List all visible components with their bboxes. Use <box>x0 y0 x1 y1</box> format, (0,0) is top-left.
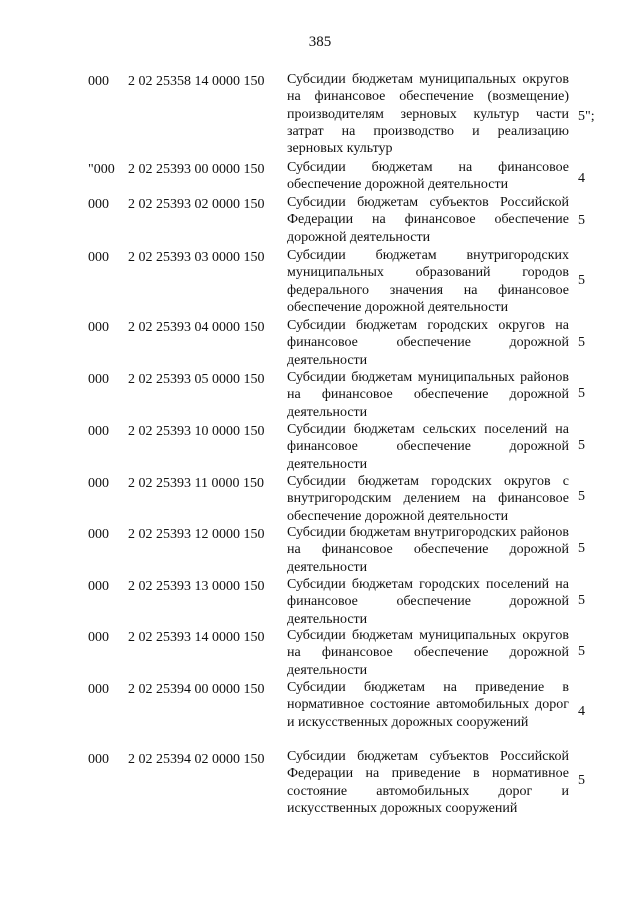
row-description: Субсидии бюджетам внутригородских районов на финансовое обеспечение дорожной деятельности <box>287 525 569 575</box>
budget-classification-code: 2 02 25393 13 0000 150 <box>128 579 265 594</box>
row-description: Субсидии бюджетам на приведение в нормативное состояние автомобильных дорог и искусственных дорожных сооружений <box>287 680 569 730</box>
row-description: Субсидии бюджетам субъектов Российской Федерации на приведение в нормативное состояние автомобильных дорог и искусственных дорожных сооружений <box>287 749 569 816</box>
budget-classification-code: 2 02 25394 02 0000 150 <box>128 752 265 767</box>
level-number: 5 <box>578 386 585 401</box>
admin-code: 000 <box>88 372 109 387</box>
budget-classification-code: 2 02 25393 14 0000 150 <box>128 630 265 645</box>
admin-code: 000 <box>88 752 109 767</box>
budget-classification-code: 2 02 25393 11 0000 150 <box>128 476 264 491</box>
row-description: Субсидии бюджетам муниципальных районов на финансовое обеспечение дорожной деятельности <box>287 370 569 420</box>
admin-code: 000 <box>88 250 109 265</box>
level-number: 4 <box>578 704 585 719</box>
budget-classification-code: 2 02 25393 10 0000 150 <box>128 424 265 439</box>
admin-code: 000 <box>88 579 109 594</box>
budget-classification-code: 2 02 25358 14 0000 150 <box>128 74 265 89</box>
level-number: 5 <box>578 213 585 228</box>
level-number: 5 <box>578 541 585 556</box>
level-number: 5 <box>578 438 585 453</box>
admin-code: 000 <box>88 74 109 89</box>
row-description: Субсидии бюджетам муниципальных округов на финансовое обеспечение дорожной деятельности <box>287 628 569 678</box>
row-description: Субсидии бюджетам городских округов с внутригородским делением на финансовое обеспечение дорожной деятельности <box>287 474 569 524</box>
row-description: Субсидии бюджетам субъектов Российской Федерации на финансовое обеспечение дорожной деятельности <box>287 195 569 245</box>
level-number: 5 <box>578 593 585 608</box>
budget-classification-code: 2 02 25393 00 0000 150 <box>128 162 265 177</box>
level-number: 4 <box>578 171 585 186</box>
row-description: Субсидии бюджетам городских округов на финансовое обеспечение дорожной деятельности <box>287 318 569 368</box>
row-description: Субсидии бюджетам сельских поселений на финансовое обеспечение дорожной деятельности <box>287 422 569 472</box>
admin-code: 000 <box>88 527 109 542</box>
row-description: Субсидии бюджетам внутригородских муниципальных образований городов федерального значения на финансовое обеспечение дорожной деятельности <box>287 248 569 315</box>
admin-code: 000 <box>88 476 109 491</box>
admin-code: 000 <box>88 424 109 439</box>
row-description: Субсидии бюджетам муниципальных округов на финансовое обеспечение (возмещение) производителям зерновых культур части затрат на производство и реализацию зерновых культур <box>287 72 569 157</box>
budget-classification-code: 2 02 25393 12 0000 150 <box>128 527 265 542</box>
admin-code: "000 <box>88 162 115 177</box>
admin-code: 000 <box>88 320 109 335</box>
budget-classification-code: 2 02 25394 00 0000 150 <box>128 682 265 697</box>
row-description: Субсидии бюджетам на финансовое обеспечение дорожной деятельности <box>287 160 569 193</box>
admin-code: 000 <box>88 197 109 212</box>
budget-classification-code: 2 02 25393 03 0000 150 <box>128 250 265 265</box>
budget-classification-code: 2 02 25393 02 0000 150 <box>128 197 265 212</box>
level-number: 5 <box>578 773 585 788</box>
level-number: 5 <box>578 644 585 659</box>
level-number: 5 <box>578 335 585 350</box>
level-number: 5 <box>578 489 585 504</box>
budget-classification-code: 2 02 25393 05 0000 150 <box>128 372 265 387</box>
level-number: 5"; <box>578 109 595 124</box>
level-number: 5 <box>578 273 585 288</box>
page-number: 385 <box>308 34 332 50</box>
budget-classification-code: 2 02 25393 04 0000 150 <box>128 320 265 335</box>
row-description: Субсидии бюджетам городских поселений на финансовое обеспечение дорожной деятельности <box>287 577 569 627</box>
admin-code: 000 <box>88 630 109 645</box>
admin-code: 000 <box>88 682 109 697</box>
